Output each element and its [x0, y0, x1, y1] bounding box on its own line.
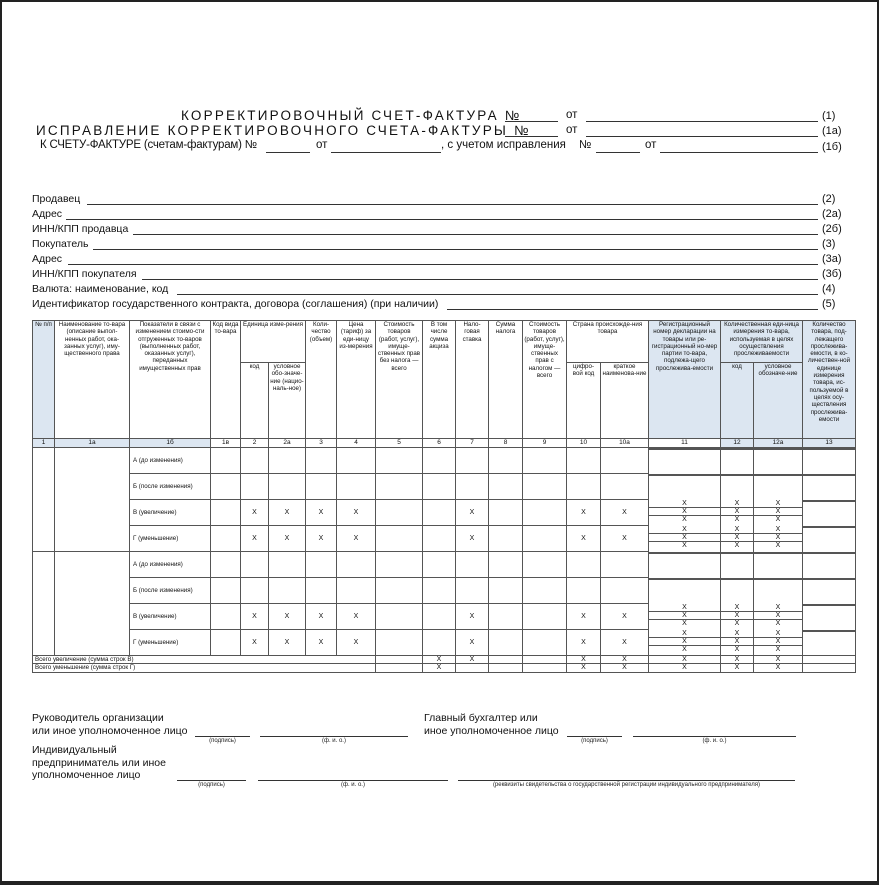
entrepreneur-registration-field[interactable] — [458, 780, 795, 781]
entrepreneur-label-line2: предприниматель или иное — [32, 757, 166, 769]
trace-subrows[interactable] — [803, 578, 856, 604]
invoice-date-field[interactable] — [586, 121, 818, 122]
accountant-signature-field[interactable] — [567, 736, 622, 737]
x-mark: X — [337, 526, 376, 552]
cell[interactable] — [376, 578, 423, 604]
base-invoice-number-field[interactable] — [266, 152, 310, 153]
with-correction-label: , с учетом исправления — [441, 139, 566, 151]
trace-subrows[interactable] — [754, 578, 803, 604]
seller-inn-kpp-field[interactable] — [133, 234, 818, 235]
seller-inn-kpp-label: ИНН/КПП продавца — [32, 223, 129, 235]
table-row — [33, 526, 856, 552]
base-correction-date-field[interactable] — [660, 152, 818, 153]
cell[interactable] — [456, 552, 489, 578]
table-row — [33, 604, 856, 630]
cell[interactable] — [211, 630, 241, 656]
x-mark: X — [423, 664, 456, 672]
total-decrease-row — [33, 664, 856, 672]
cell[interactable] — [376, 474, 423, 500]
cell[interactable] — [523, 448, 567, 474]
row-label: В (увеличение) — [130, 604, 211, 630]
currency-field[interactable] — [177, 294, 818, 295]
cell[interactable] — [523, 656, 567, 664]
column-number: 3 — [306, 439, 337, 448]
header-tax-rate: Нало-говая ставка — [456, 321, 489, 439]
trace-subrows[interactable] — [803, 630, 856, 656]
header-country-code: цифро-вой код — [567, 363, 601, 439]
trace-subrows[interactable] — [803, 474, 856, 500]
trace-subrows[interactable] — [803, 500, 856, 526]
trace-subrows[interactable] — [649, 474, 721, 500]
column-number: 1в — [211, 439, 241, 448]
x-mark: X — [306, 604, 337, 630]
trace-subrows: X X X — [649, 526, 721, 552]
cell[interactable] — [306, 448, 337, 474]
row-label: Г (уменьшение) — [130, 526, 211, 552]
x-mark: X — [601, 526, 649, 552]
x-mark: X — [241, 630, 269, 656]
x-mark: X — [567, 526, 601, 552]
column-number: 2а — [269, 439, 306, 448]
cell[interactable] — [211, 578, 241, 604]
cell[interactable] — [567, 448, 601, 474]
column-number: 2 — [241, 439, 269, 448]
x-mark: X — [721, 656, 754, 664]
header-unit-code: код — [241, 363, 269, 439]
cell[interactable] — [803, 656, 856, 664]
product-name-cell[interactable] — [55, 552, 130, 656]
head-label-line1: Руководитель организации — [32, 712, 164, 724]
table-row — [33, 630, 856, 656]
seller-field[interactable] — [87, 204, 818, 205]
buyer-address-label: Адрес — [32, 253, 63, 265]
cell[interactable] — [489, 604, 523, 630]
line-code: (1б) — [822, 141, 842, 153]
trace-subrows: X X X — [721, 526, 754, 552]
base-invoice-label: К СЧЕТУ-ФАКТУРЕ (счетам-фактурам) № — [40, 139, 257, 151]
cell[interactable] — [456, 578, 489, 604]
cell[interactable] — [376, 526, 423, 552]
trace-subrows: X X X — [721, 500, 754, 526]
x-mark: X — [601, 664, 649, 672]
cell[interactable] — [306, 552, 337, 578]
row-label: А (до изменения) — [130, 552, 211, 578]
x-mark: X — [601, 604, 649, 630]
accountant-label-line1: Главный бухгалтер или — [424, 712, 538, 724]
x-mark: X — [721, 664, 754, 672]
cell[interactable] — [211, 604, 241, 630]
x-mark: X — [754, 656, 803, 664]
cell[interactable] — [211, 500, 241, 526]
trace-subrows: X X X — [754, 500, 803, 526]
cell[interactable] — [601, 578, 649, 604]
entrepreneur-signature-field[interactable] — [177, 780, 246, 781]
from-label: от — [645, 139, 657, 151]
line-code: (1) — [822, 110, 836, 122]
x-mark: X — [567, 604, 601, 630]
cell[interactable] — [601, 474, 649, 500]
x-mark: X — [269, 526, 306, 552]
signature-caption: (подпись) — [209, 738, 236, 744]
head-signature-field[interactable] — [195, 736, 250, 737]
entrepreneur-label-line3: уполномоченное лицо — [32, 769, 141, 781]
correction-title: ИСПРАВЛЕНИЕ КОРРЕКТИРОВОЧНОГО СЧЕТА-ФАКТУРЫ № — [36, 123, 531, 138]
trace-subrows: X X X — [649, 604, 721, 630]
trace-subrows[interactable] — [803, 526, 856, 552]
cell[interactable] — [241, 474, 269, 500]
cell[interactable] — [423, 552, 456, 578]
header-trace-unit-group: Количественная еди-ница измерения то-вара, используемая в целях осуществления прослеживаемости — [721, 321, 803, 363]
cell[interactable] — [523, 664, 567, 672]
x-mark: X — [306, 630, 337, 656]
column-number: 12а — [754, 439, 803, 448]
cell[interactable] — [489, 526, 523, 552]
from-label: от — [566, 109, 578, 121]
trace-subrows: X X X — [754, 526, 803, 552]
x-mark: X — [337, 630, 376, 656]
seller-address-label: Адрес — [32, 208, 63, 220]
cell[interactable] — [523, 578, 567, 604]
head-label-line2: или иное уполномоченное лицо — [32, 725, 188, 737]
x-mark: X — [601, 500, 649, 526]
cell[interactable] — [489, 500, 523, 526]
invoice-title: КОРРЕКТИРОВОЧНЫЙ СЧЕТ-ФАКТУРА № — [181, 108, 522, 123]
trace-subrows[interactable] — [721, 552, 754, 578]
cell[interactable] — [306, 474, 337, 500]
cell[interactable] — [456, 474, 489, 500]
column-number: 7 — [456, 439, 489, 448]
entrepreneur-label-line1: Индивидуальный — [32, 744, 117, 756]
trace-subrows[interactable] — [721, 474, 754, 500]
x-mark: X — [649, 656, 721, 664]
trace-subrows[interactable] — [754, 448, 803, 474]
cell[interactable] — [601, 448, 649, 474]
cell[interactable] — [423, 630, 456, 656]
x-mark: X — [567, 630, 601, 656]
cell[interactable] — [523, 474, 567, 500]
header-product-name: Наименование то-вара (описание выпол-ненных работ, ока-занных услуг), иму-щественного права — [55, 321, 130, 439]
trace-subrows[interactable] — [721, 578, 754, 604]
correction-date-field[interactable] — [586, 136, 818, 137]
total-decrease-label: Всего уменьшение (сумма строк Г) — [33, 664, 376, 672]
cell[interactable] — [423, 604, 456, 630]
field-code: (2б) — [822, 223, 842, 235]
trace-subrows: X X X — [754, 630, 803, 656]
x-mark: X — [241, 526, 269, 552]
row-label: Б (после изменения) — [130, 578, 211, 604]
cell[interactable] — [376, 500, 423, 526]
x-mark: X — [423, 656, 456, 664]
header-quantity: Коли-чество (объем) — [306, 321, 337, 439]
invoice-number-field[interactable] — [505, 121, 558, 122]
number-sign-label: № — [579, 139, 592, 151]
cell[interactable] — [423, 474, 456, 500]
field-code: (4) — [822, 283, 836, 295]
x-mark: X — [456, 656, 489, 664]
base-invoice-date-field[interactable] — [331, 152, 441, 153]
trace-subrows[interactable] — [721, 448, 754, 474]
line-code: (1а) — [822, 125, 842, 137]
x-mark: X — [306, 500, 337, 526]
x-mark: X — [754, 664, 803, 672]
trace-subrows[interactable] — [754, 552, 803, 578]
cell[interactable] — [376, 552, 423, 578]
x-mark: X — [567, 664, 601, 672]
column-number: 12 — [721, 439, 754, 448]
invoice-table — [32, 320, 856, 673]
entrepreneur-name-field[interactable] — [258, 780, 448, 781]
name-caption: (ф. и. о.) — [702, 738, 727, 744]
field-code: (5) — [822, 298, 836, 310]
header-excise: В том числе сумма акциза — [423, 321, 456, 439]
header-trace-quantity: Количество товара, под-лежащего прослежива-емости, в ко-личествен-ной единице измерения товара, ис-пользуемой в целях осу-ществления прослежива-емости — [803, 321, 856, 439]
table-row — [33, 500, 856, 526]
x-mark: X — [337, 500, 376, 526]
x-mark: X — [269, 500, 306, 526]
cell[interactable] — [489, 656, 523, 664]
column-number: 11 — [649, 439, 721, 448]
trace-subrows: X X X — [649, 630, 721, 656]
correction-number-field[interactable] — [505, 136, 558, 137]
cell[interactable] — [523, 526, 567, 552]
cell[interactable] — [337, 448, 376, 474]
cell[interactable] — [456, 664, 489, 672]
header-cost-with-tax: Стоимость товаров (работ, услуг), имуще-ственных прав с налогом — всего — [523, 321, 567, 439]
cell[interactable] — [489, 474, 523, 500]
table-row — [33, 578, 856, 604]
contract-id-label: Идентификатор государственного контракта, договора (соглашения) (при наличии) — [32, 298, 439, 310]
cell[interactable] — [456, 448, 489, 474]
cell[interactable] — [567, 578, 601, 604]
row-number-cell[interactable] — [33, 448, 55, 552]
cell[interactable] — [211, 448, 241, 474]
trace-subrows[interactable] — [754, 474, 803, 500]
column-number: 1а — [55, 439, 130, 448]
header-row-number: № п/п — [33, 321, 55, 439]
column-number: 10 — [567, 439, 601, 448]
cell[interactable] — [306, 578, 337, 604]
row-label: В (увеличение) — [130, 500, 211, 526]
cell[interactable] — [423, 500, 456, 526]
x-mark: X — [306, 526, 337, 552]
row-label: Б (после изменения) — [130, 474, 211, 500]
head-name-field[interactable] — [260, 736, 408, 737]
header-declaration-number: Регистрационный номер декларации на товары или ре-гистрационный но-мер партии то-вара, подлежа-щего прослежива-емости — [649, 321, 721, 439]
from-label: от — [566, 124, 578, 136]
row-label: А (до изменения) — [130, 448, 211, 474]
cell[interactable] — [423, 448, 456, 474]
product-name-cell[interactable] — [55, 448, 130, 552]
header-product-type-code: Код вида то-вара — [211, 321, 241, 439]
cell[interactable] — [269, 578, 306, 604]
header-cost-without-tax: Стоимость товаров (работ, услуг), имуще-ственных прав без налога — всего — [376, 321, 423, 439]
cell[interactable] — [376, 656, 423, 664]
column-numbers-row — [33, 439, 856, 448]
x-mark: X — [456, 604, 489, 630]
cell[interactable] — [567, 474, 601, 500]
cell[interactable] — [337, 578, 376, 604]
base-correction-number-field[interactable] — [596, 152, 640, 153]
accountant-label-line2: иное уполномоченное лицо — [424, 725, 559, 737]
cell[interactable] — [489, 664, 523, 672]
x-mark: X — [649, 664, 721, 672]
field-code: (3) — [822, 238, 836, 250]
signature-caption: (подпись) — [581, 738, 608, 744]
column-number: 5 — [376, 439, 423, 448]
x-mark: X — [241, 500, 269, 526]
cell[interactable] — [489, 552, 523, 578]
cell[interactable] — [269, 474, 306, 500]
total-increase-label: Всего увеличение (сумма строк В) — [33, 656, 376, 664]
row-label: Г (уменьшение) — [130, 630, 211, 656]
header-country-group: Страна происхожде-ния товара — [567, 321, 649, 363]
x-mark: X — [269, 630, 306, 656]
field-code: (3а) — [822, 253, 842, 265]
x-mark: X — [456, 500, 489, 526]
cell[interactable] — [211, 526, 241, 552]
field-code: (2а) — [822, 208, 842, 220]
x-mark: X — [337, 604, 376, 630]
x-mark: X — [601, 656, 649, 664]
x-mark: X — [269, 604, 306, 630]
cell[interactable] — [523, 552, 567, 578]
trace-subrows[interactable] — [649, 448, 721, 474]
column-number: 4 — [337, 439, 376, 448]
x-mark: X — [601, 630, 649, 656]
cell[interactable] — [376, 630, 423, 656]
table-row — [33, 552, 856, 578]
column-number: 10а — [601, 439, 649, 448]
accountant-name-field[interactable] — [633, 736, 796, 737]
trace-subrows[interactable] — [803, 552, 856, 578]
cell[interactable] — [423, 526, 456, 552]
cell[interactable] — [489, 448, 523, 474]
name-caption: (ф. и. о.) — [322, 738, 346, 744]
cell[interactable] — [489, 578, 523, 604]
cell[interactable] — [269, 448, 306, 474]
header-tax-amount: Сумма налога — [489, 321, 523, 439]
row-number-cell[interactable] — [33, 552, 55, 656]
cell[interactable] — [211, 552, 241, 578]
cell[interactable] — [337, 474, 376, 500]
cell[interactable] — [241, 552, 269, 578]
column-number: 9 — [523, 439, 567, 448]
total-increase-row — [33, 656, 856, 664]
buyer-inn-kpp-field[interactable] — [142, 279, 818, 280]
cell[interactable] — [376, 604, 423, 630]
x-mark: X — [567, 656, 601, 664]
field-code: (2) — [822, 193, 836, 205]
from-label: от — [316, 139, 328, 151]
trace-subrows: X X X — [649, 500, 721, 526]
cell[interactable] — [241, 448, 269, 474]
trace-subrows: X X X — [754, 604, 803, 630]
cell[interactable] — [567, 552, 601, 578]
column-number: 1 — [33, 439, 55, 448]
trace-subrows: X X X — [721, 604, 754, 630]
cell[interactable] — [489, 630, 523, 656]
column-number: 1б — [130, 439, 211, 448]
cell[interactable] — [211, 474, 241, 500]
header-trace-unit-name: условное обозначе-ние — [754, 363, 803, 439]
trace-subrows: X X X — [721, 630, 754, 656]
trace-subrows[interactable] — [649, 578, 721, 604]
cell[interactable] — [523, 630, 567, 656]
trace-subrows[interactable] — [649, 552, 721, 578]
currency-label: Валюта: наименование, код — [32, 283, 169, 295]
cell[interactable] — [269, 552, 306, 578]
header-trace-unit-code: код — [721, 363, 754, 439]
trace-subrows[interactable] — [803, 448, 856, 474]
header-price: Цена (тариф) за еди-ницу из-мерения — [337, 321, 376, 439]
contract-id-field[interactable] — [447, 309, 818, 310]
cell[interactable] — [601, 552, 649, 578]
column-number: 6 — [423, 439, 456, 448]
x-mark: X — [567, 500, 601, 526]
cell[interactable] — [241, 578, 269, 604]
header-unit-name: условное обо-значе-ние (нацио-наль-ное) — [269, 363, 306, 439]
buyer-label: Покупатель — [32, 238, 89, 250]
header-country-name: краткое наименова-ние — [601, 363, 649, 439]
cell[interactable] — [523, 604, 567, 630]
cell[interactable] — [523, 500, 567, 526]
field-code: (3б) — [822, 268, 842, 280]
seller-address-field[interactable] — [66, 219, 818, 220]
header-indicators: Показатели в связи с изменением стоимо-сти отгруженных то-варов (выполненных работ, оказанных услуг), переданных имущественных прав — [130, 321, 211, 439]
x-mark: X — [456, 526, 489, 552]
column-number: 8 — [489, 439, 523, 448]
buyer-field[interactable] — [93, 249, 818, 250]
buyer-address-field[interactable] — [68, 264, 818, 265]
cell[interactable] — [803, 664, 856, 672]
cell[interactable] — [376, 448, 423, 474]
cell[interactable] — [376, 664, 423, 672]
buyer-inn-kpp-label: ИНН/КПП покупателя — [32, 268, 137, 280]
table-row — [33, 448, 856, 474]
name-caption: (ф. и. о.) — [341, 782, 365, 788]
trace-subrows[interactable] — [803, 604, 856, 630]
signature-caption: (подпись) — [198, 782, 225, 788]
registration-caption: (реквизиты свидетельства о государственной регистрации индивидуального предпринимателя) — [492, 782, 761, 788]
x-mark: X — [456, 630, 489, 656]
cell[interactable] — [337, 552, 376, 578]
cell[interactable] — [423, 578, 456, 604]
x-mark: X — [241, 604, 269, 630]
header-unit-group: Единица изме-рения — [241, 321, 306, 363]
table-row — [33, 474, 856, 500]
column-number: 13 — [803, 439, 856, 448]
seller-label: Продавец — [32, 193, 81, 205]
